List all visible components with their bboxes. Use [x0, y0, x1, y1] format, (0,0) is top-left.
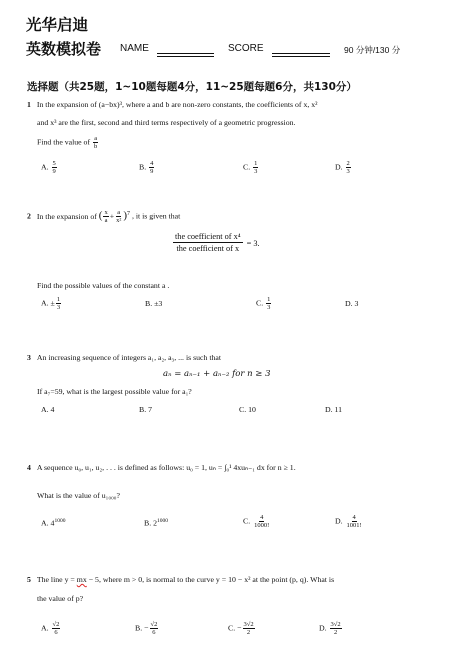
- option-2d[interactable]: D. 3: [345, 299, 359, 308]
- question-number: 1: [27, 100, 31, 109]
- option-4d[interactable]: D. $\frac{4}{1001!}$: [335, 514, 362, 529]
- question-5-line2: the value of p?: [37, 594, 84, 603]
- question-text-end: , it is given that: [131, 211, 181, 221]
- option-4c[interactable]: C. $\frac{4}{1000!}$: [243, 514, 270, 529]
- option-4a[interactable]: A. $4^{1000}$: [41, 518, 66, 528]
- score-blank[interactable]: [272, 53, 330, 57]
- question-3-line2: If a₇=59, what is the largest possible value for a₁?: [37, 387, 192, 396]
- option-3a[interactable]: A. 4: [41, 405, 55, 414]
- question-text: A sequence u₀, u₁, u₂, . . . is defined as follows: u₀ = 1, uₙ = ∫₀¹ 4xuₙ₋₁ dx for n ≥ 1.: [36, 463, 296, 472]
- question-5: [27, 574, 334, 585]
- option-1c[interactable]: C. $\frac{1}{3}$: [243, 160, 258, 175]
- option-5b[interactable]: B. − $\frac{√2}{6}$: [135, 621, 158, 636]
- question-1-prompt: [37, 135, 99, 150]
- name-blank[interactable]: [157, 53, 214, 57]
- question-text: In the expansion of (a−bx)³, where a and b are non-zero constants, the coefficients of x, x²: [36, 100, 318, 109]
- school-title: 光华启迪: [26, 16, 89, 34]
- option-5a[interactable]: A. $\frac{√2}{6}$: [41, 621, 60, 636]
- question-number: 2: [27, 211, 31, 221]
- option-5c[interactable]: C. − $\frac{3√2}{2}$: [228, 621, 254, 636]
- name-label: NAME: [120, 43, 149, 54]
- binomial-expression: (: [98, 209, 103, 222]
- option-2c[interactable]: C. $\frac{1}{3}$: [256, 296, 271, 311]
- question-number: 3: [27, 353, 31, 362]
- option-2b[interactable]: B. ±3: [145, 299, 163, 308]
- question-2-prompt: Find the possible values of the constant a .: [37, 281, 170, 290]
- question-text: In the expansion of: [36, 211, 97, 221]
- question-2: 2 In the expansion of ( $\frac{x}{a}$ + $\frac{a}{\text{x²}}$ )$^7$ , it is given that: [27, 209, 181, 225]
- question-text: An increasing sequence of integers a₁, a₂, a₃, ... is such that: [36, 353, 222, 362]
- question-1-line2: and x³ are the first, second and third terms respectively of a geometric progression.: [37, 118, 296, 127]
- question-4-line2: What is the value of u₁₀₀₀?: [37, 491, 120, 500]
- score-label: SCORE: [228, 43, 264, 54]
- equation-rhs: = 3.: [246, 239, 260, 249]
- spell-check-underline: mx: [76, 575, 87, 584]
- option-5d[interactable]: D. $\frac{3√2}{2}$: [319, 621, 341, 636]
- question-4: [27, 462, 296, 473]
- question-text-end: − 5, where m > 0, is normal to the curve y = 10 − x² at the point (p, q). What is: [88, 575, 335, 584]
- subject-title: 英数模拟卷: [26, 40, 102, 58]
- option-1a[interactable]: A. $\frac{5}{9}$: [41, 160, 56, 175]
- option-3c[interactable]: C. 10: [239, 405, 256, 414]
- question-1: [27, 99, 318, 110]
- question-number: 4: [27, 463, 31, 472]
- option-1d[interactable]: D. $\frac{2}{3}$: [335, 160, 350, 175]
- option-2a[interactable]: A. ± $\frac{1}{3}$: [41, 296, 61, 311]
- option-4b[interactable]: B. $2^{1000}$: [144, 518, 169, 528]
- prompt-text: Find the value of: [37, 137, 91, 147]
- question-number: 5: [27, 575, 31, 584]
- section-title: 选择题（共25题，1~10题每题4分，11~25题每题6分，共130分）: [27, 81, 357, 93]
- option-3d[interactable]: D. 11: [325, 405, 343, 414]
- question-text: The line y =: [36, 575, 75, 584]
- score-total: 90 分钟/130 分: [344, 45, 401, 55]
- question-3: [27, 352, 221, 363]
- option-1b[interactable]: B. $\frac{4}{9}$: [139, 160, 154, 175]
- option-3b[interactable]: B. 7: [139, 405, 153, 414]
- question-3-formula: aₙ = aₙ₋₁ + aₙ₋₂ for n ≥ 3: [163, 369, 271, 379]
- question-2-equation: the coefficient of x⁴ the coefficient of x = 3.: [175, 232, 260, 253]
- prompt-fraction: $\frac{a}{b}$: [94, 135, 98, 150]
